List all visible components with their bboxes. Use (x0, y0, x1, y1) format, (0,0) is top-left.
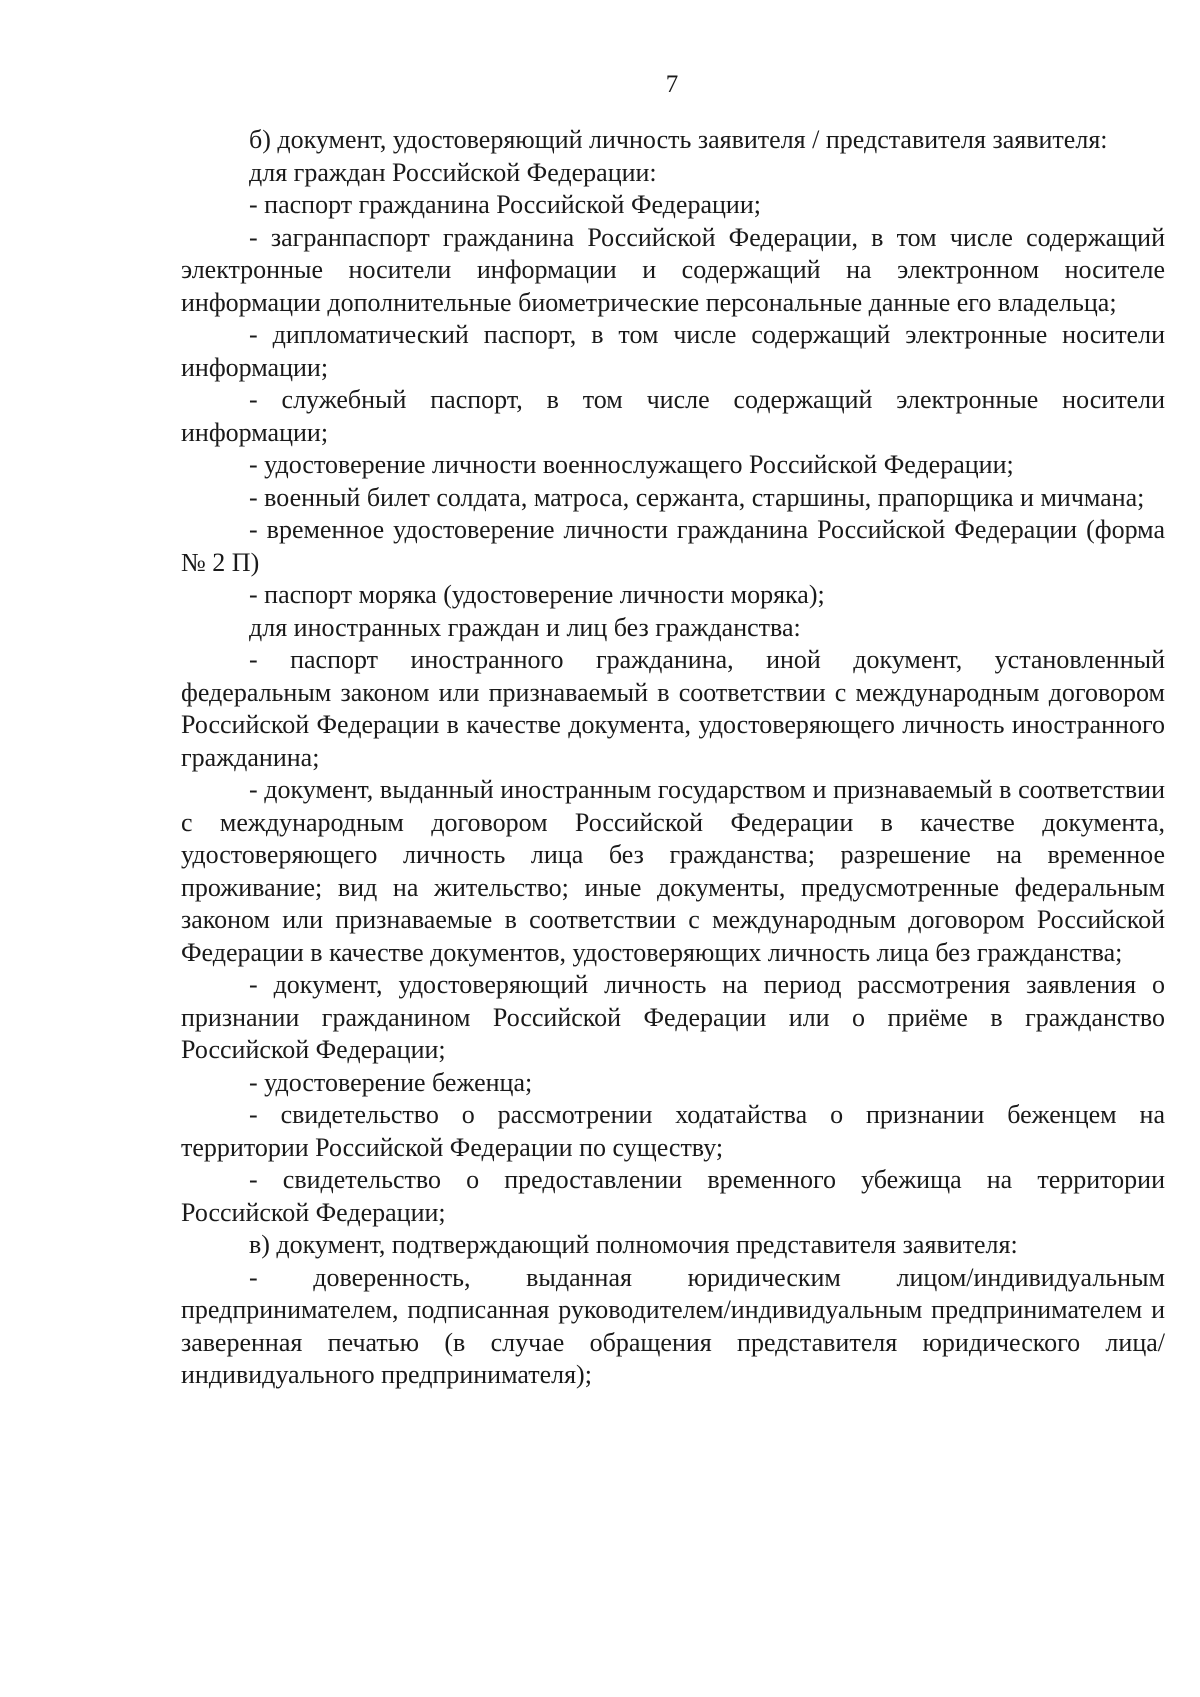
list-item-passport: - паспорт гражданина Российской Федерации; (249, 190, 761, 219)
list-item-service-passport: - служебный паспорт, в том числе содержащий электронные носители информации; (181, 385, 1165, 447)
list-item-temporary-asylum-certificate: - свидетельство о предоставлении временного убежища на территории Российской Федерации; (181, 1165, 1165, 1227)
paragraph-identity-document: б) документ, удостоверяющий личность заявителя / представителя заявителя: (249, 125, 1108, 154)
list-item-stateless-document: - документ, выданный иностранным государством и признаваемый в соответствии с международным договором Российской Федерации в качестве документа, удостоверяющего личность лица без гражданства; разрешение на временное проживание; вид на жительство; иные документы, предусмотренные федеральным законом или признаваемые в соответствии с международным договором Российской Федерации в качестве документов, удостоверяющих личность лица без гражданства; (181, 775, 1165, 967)
list-item-power-of-attorney: - доверенность, выданная юридическим лицом/индивидуальным предпринимателем, подписанная руководителем/индивидуальным предпринимателем и заверенная печатью (в случае обращения представителя юридического лица/индивидуального предпринимателя); (181, 1262, 1165, 1389)
list-item-foreign-citizen-passport: - паспорт иностранного гражданина, иной документ, установленный федеральным законом или признаваемый в соответствии с международным договором Российской Федерации в качестве документа, удостоверяющего личность иностранного гражданина; (181, 645, 1165, 772)
list-item-temporary-id: - временное удостоверение личности гражданина Российской Федерации (форма № 2 П) (181, 515, 1165, 577)
paragraph-for-russian-citizens: для граждан Российской Федерации: (249, 157, 657, 187)
list-item-foreign-passport: - загранпаспорт гражданина Российской Федерации, в том числе содержащий электронные носители информации и содержащий на электронном носителе информации дополнительные биометрические персональные данные его владельца; (181, 222, 1165, 317)
list-item-refugee-id: - удостоверение беженца; (249, 1067, 533, 1097)
paragraph-for-foreigners: для иностранных граждан и лиц без гражданства: (249, 612, 801, 642)
page-number: 7 (665, 71, 679, 98)
paragraph-representative-authority: в) документ, подтверждающий полномочия представителя заявителя: (249, 1230, 1018, 1259)
list-item-military-ticket: - военный билет солдата, матроса, сержанта, старшины, прапорщика и мичмана; (249, 482, 1145, 512)
list-item-diplomatic-passport: - дипломатический паспорт, в том числе содержащий электронные носители информации; (181, 320, 1165, 382)
list-item-citizenship-application-document: - документ, удостоверяющий личность на период рассмотрения заявления о признании гражданином Российской Федерации или о приёме в гражданство Российской Федерации; (181, 970, 1165, 1064)
list-item-military-id: - удостоверение личности военнослужащего Российской Федерации; (249, 450, 1014, 479)
document-body (181, 124, 1165, 1392)
list-item-seaman-passport: - паспорт моряка (удостоверение личности моряка); (249, 580, 825, 609)
list-item-refugee-petition-certificate: - свидетельство о рассмотрении ходатайства о признании беженцем на территории Российской Федерации по существу; (181, 1100, 1165, 1162)
